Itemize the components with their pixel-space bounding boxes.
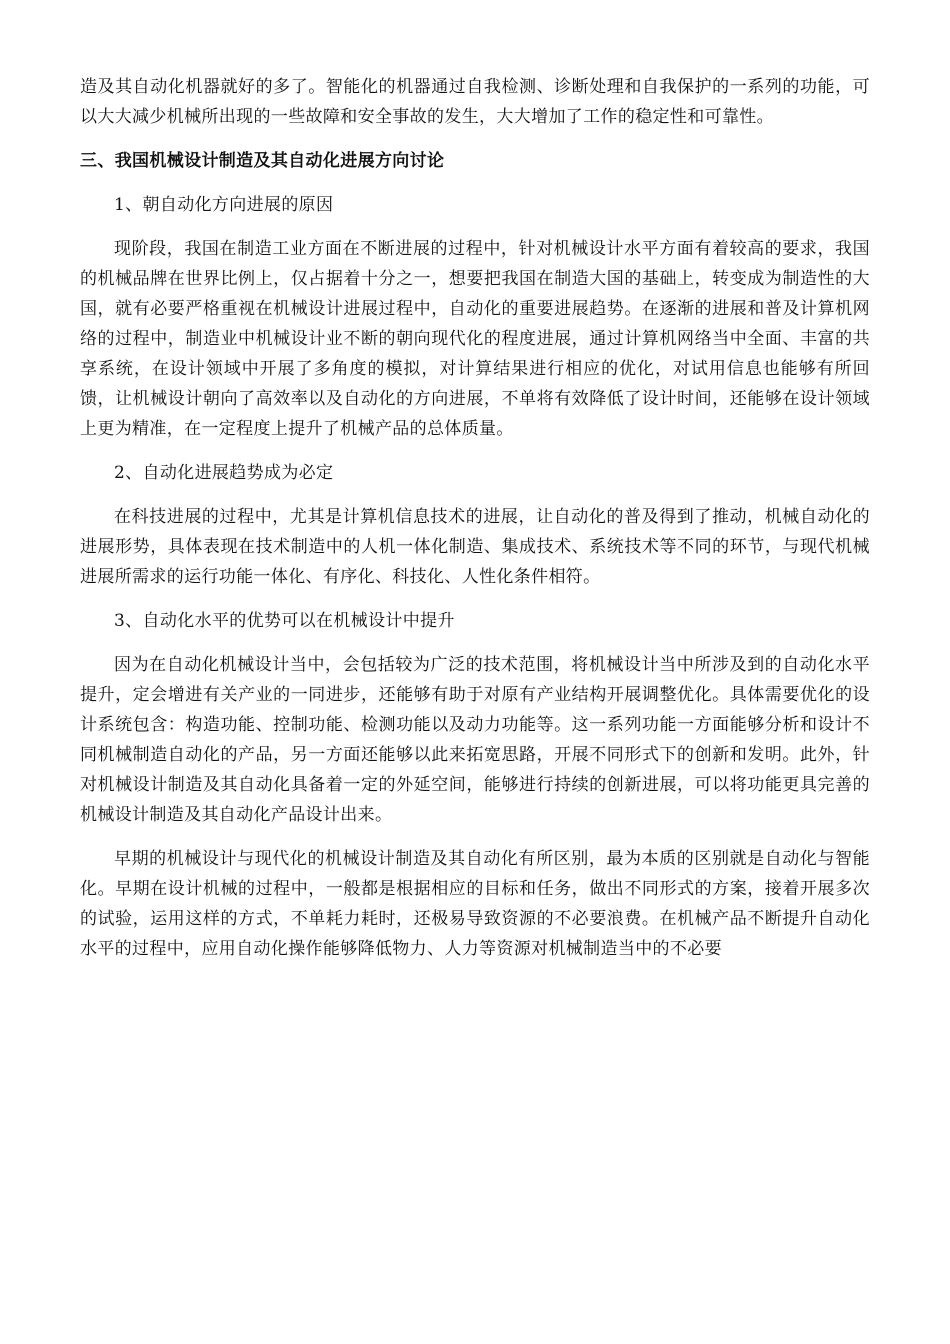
- paragraph-automation-advantage: 因为在自动化机械设计当中，会包括较为广泛的技术范围，将机械设计当中所涉及到的自动化水平提升，定会增进有关产业的一同进步，还能够有助于对原有产业结构开展调整优化。具体需要优化的设计系统包含：构造功能、控制功能、检测功能以及动力功能等。这一系列功能一方面能够分析和设计不同机械制造自动化的产品，另一方面还能够以此来拓宽思路，开展不同形式下的创新和发明。此外，针对机械设计制造及其自动化具备着一定的外延空间，能够进行持续的创新进展，可以将功能更具完善的机械设计制造及其自动化产品设计出来。: [80, 655, 870, 825]
- document-page: [80, 72, 870, 978]
- subsection-heading-1: 1、朝自动化方向进展的原因: [114, 195, 334, 215]
- subsection-heading-3: 3、自动化水平的优势可以在机械设计中提升: [114, 611, 455, 631]
- subsection-heading-2: 2、自动化进展趋势成为必定: [114, 463, 334, 483]
- section-heading: 三、我国机械设计制造及其自动化进展方向讨论: [80, 151, 445, 171]
- paragraph-automation-reasons: 现阶段，我国在制造工业方面在不断进展的过程中，针对机械设计水平方面有着较高的要求，我国的机械品牌在世界比例上，仅占据着十分之一，想要把我国在制造大国的基础上，转变成为制造性的大国，就有必要严格重视在机械设计进展过程中，自动化的重要进展趋势。在逐渐的进展和普及计算机网络的过程中，制造业中机械设计业不断的朝向现代化的程度进展，通过计算机网络当中全面、丰富的共享系统，在设计领域中开展了多角度的模拟，对计算结果进行相应的优化，对试用信息也能够有所回馈，让机械设计朝向了高效率以及自动化的方向进展，不单将有效降低了设计时间，还能够在设计领域上更为精准，在一定程度上提升了机械产品的总体质量。: [80, 239, 870, 439]
- paragraph-continuation: 造及其自动化机器就好的多了。智能化的机器通过自我检测、诊断处理和自我保护的一系列的功能，可以大大减少机械所出现的一些故障和安全事故的发生，大大增加了工作的稳定性和可靠性。: [80, 77, 870, 127]
- paragraph-early-vs-modern: 早期的机械设计与现代化的机械设计制造及其自动化有所区别，最为本质的区别就是自动化与智能化。早期在设计机械的过程中，一般都是根据相应的目标和任务，做出不同形式的方案，接着开展多次的试验，运用这样的方式，不单耗力耗时，还极易导致资源的不必要浪费。在机械产品不断提升自动化水平的过程中，应用自动化操作能够降低物力、人力等资源对机械制造当中的不必要: [80, 849, 870, 959]
- paragraph-automation-trend: 在科技进展的过程中，尤其是计算机信息技术的进展，让自动化的普及得到了推动，机械自动化的进展形势，具体表现在技术制造中的人机一体化制造、集成技术、系统技术等不同的环节，与现代机械进展所需求的运行功能一体化、有序化、科技化、人性化条件相符。: [80, 507, 870, 587]
